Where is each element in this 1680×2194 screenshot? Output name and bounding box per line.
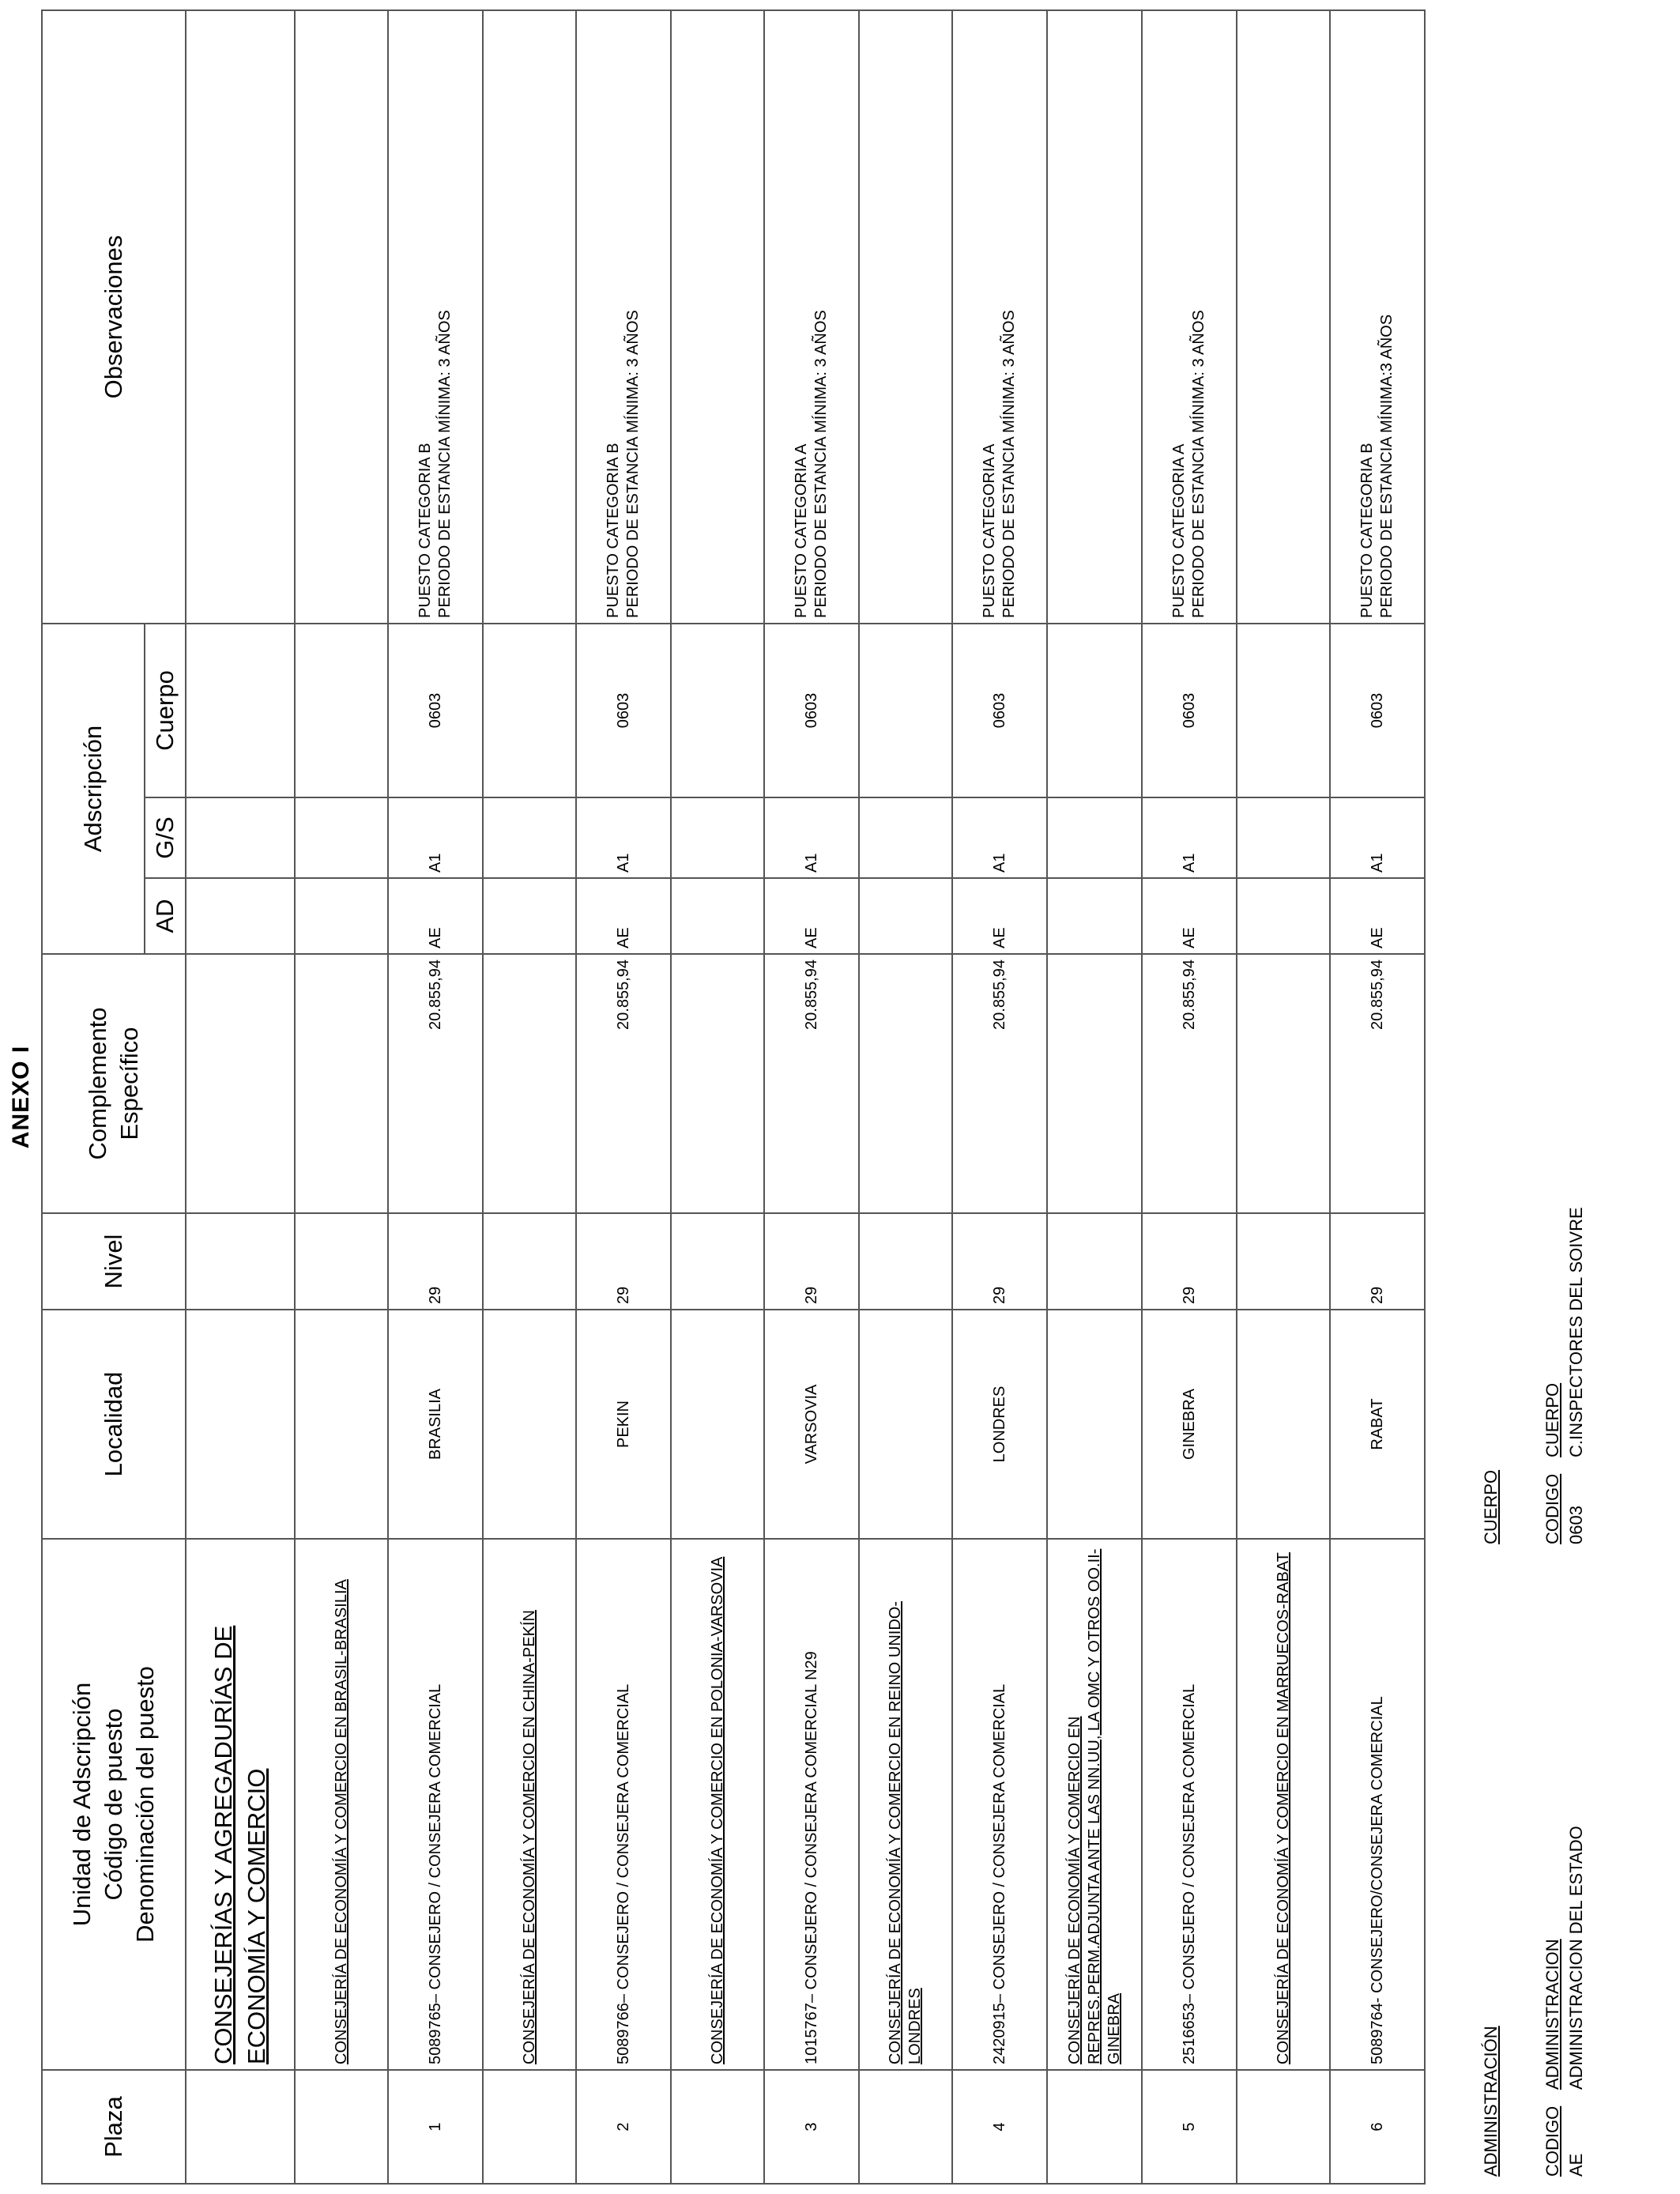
unit-row (859, 10, 952, 2184)
nivel: 29 (1330, 1213, 1425, 1310)
plaza-number: 3 (764, 2070, 859, 2184)
plaza-number: 2 (576, 2070, 671, 2184)
header-observaciones: Observaciones (42, 10, 186, 624)
post-name: 5089765– CONSEJERO / CONSEJERA COMERCIAL (388, 1539, 483, 2070)
ad: AE (576, 878, 671, 954)
localidad: BRASILIA (388, 1310, 483, 1539)
obs-periodo: PERIODO DE ESTANCIA MÍNIMA:3 AÑOS (1378, 314, 1396, 618)
obs-periodo: PERIODO DE ESTANCIA MÍNIMA: 3 AÑOS (436, 310, 454, 618)
obs-categoria: PUESTO CATEGORIA B (416, 443, 434, 618)
group-title (186, 1539, 295, 2070)
legend-admin-name: ADMINISTRACION DEL ESTADO (1566, 1826, 1586, 2090)
group-title-line1: CONSEJERÍAS Y AGREGADURÍAS DE (209, 1625, 238, 2064)
observaciones (1330, 10, 1425, 624)
cuerpo-code: 0603 (1330, 624, 1425, 797)
complemento: 20.855,94 (388, 954, 483, 1213)
post-row (576, 10, 671, 2184)
unit-name: CONSEJERÍA DE ECONOMÍA Y COMERCIO EN POLONIA-VARSOVIA (671, 1539, 764, 2070)
header-unidad-line1: Unidad de Adscripción (67, 1682, 96, 1927)
complemento: 20.855,94 (1330, 954, 1425, 1213)
localidad: GINEBRA (1142, 1310, 1237, 1539)
obs-categoria: PUESTO CATEGORIA A (1170, 443, 1188, 618)
unit-name: CONSEJERÍA DE ECONOMÍA Y COMERCIO EN MARRUECOS-RABAT (1237, 1539, 1330, 2070)
post-name: 1015767– CONSEJERO / CONSEJERA COMERCIAL N29 (764, 1539, 859, 2070)
post-name: 2420915– CONSEJERO / CONSEJERA COMERCIAL (952, 1539, 1047, 2070)
legend-cuerpo-cuerpo-header: CUERPO (1543, 1382, 1562, 1457)
header-unidad-line2: Código de puesto (99, 1708, 127, 1901)
plaza-number: 6 (1330, 2070, 1425, 2184)
ad: AE (1142, 878, 1237, 954)
gs: A1 (764, 797, 859, 878)
header-complemento-line1: Complemento (83, 1007, 111, 1160)
obs-categoria: PUESTO CATEGORIA A (981, 443, 998, 618)
group-row (186, 10, 295, 2184)
header-ad: AD (145, 878, 186, 954)
unit-name: CONSEJERÍA DE ECONOMÍA Y COMERCIO EN BRASIL-BRASILIA (295, 1539, 388, 2070)
localidad: VARSOVIA (764, 1310, 859, 1539)
legend-admin-code: AE (1566, 2153, 1586, 2177)
post-row (764, 10, 859, 2184)
header-gs: G/S (145, 797, 186, 878)
obs-periodo: PERIODO DE ESTANCIA MÍNIMA: 3 AÑOS (1190, 310, 1207, 618)
legend-admin-codigo-header: CODIGO (1543, 2105, 1562, 2177)
gs: A1 (388, 797, 483, 878)
unit-name: CONSEJERÍA DE ECONOMÍA Y COMERCIO EN CHINA-PEKÍN (483, 1539, 576, 2070)
obs-categoria: PUESTO CATEGORIA B (605, 443, 622, 618)
ad: AE (388, 878, 483, 954)
posts-table (41, 9, 1426, 2185)
observaciones (576, 10, 671, 624)
legend-cuerpo (1470, 1070, 1659, 1544)
post-name: 5089766– CONSEJERO / CONSEJERA COMERCIAL (576, 1539, 671, 2070)
obs-periodo: PERIODO DE ESTANCIA MÍNIMA: 3 AÑOS (624, 310, 642, 618)
post-name: 2516653– CONSEJERO / CONSEJERA COMERCIAL (1142, 1539, 1237, 2070)
observaciones (1142, 10, 1237, 624)
legend-admin-admin-header: ADMINISTRACION (1543, 1939, 1562, 2090)
header-complemento-line2: Específico (115, 1027, 143, 1140)
unit-name: CONSEJERÍA DE ECONOMÍA Y COMERCIO EN REPRES.PERM.ADJUNTA ANTE LAS NN.UU, LA OMC Y OTROS OO.II-GINEBRA (1047, 1539, 1142, 2070)
legend-administracion (1470, 1702, 1659, 2177)
gs: A1 (1142, 797, 1237, 878)
post-row (388, 10, 483, 2184)
localidad: LONDRES (952, 1310, 1047, 1539)
gs: A1 (952, 797, 1047, 878)
post-row (1330, 10, 1425, 2184)
cuerpo-code: 0603 (388, 624, 483, 797)
legend-cuerpo-code: 0603 (1566, 1506, 1586, 1544)
localidad: PEKIN (576, 1310, 671, 1539)
page-title: ANEXO I (8, 1045, 34, 1149)
cuerpo-code: 0603 (1142, 624, 1237, 797)
gs: A1 (576, 797, 671, 878)
unit-row (483, 10, 576, 2184)
observaciones (388, 10, 483, 624)
gs: A1 (1330, 797, 1425, 878)
unit-row (295, 10, 388, 2184)
plaza-number: 5 (1142, 2070, 1237, 2184)
complemento: 20.855,94 (764, 954, 859, 1213)
header-localidad: Localidad (42, 1310, 186, 1539)
header-unidad (42, 1539, 186, 2070)
obs-categoria: PUESTO CATEGORIA A (793, 443, 810, 618)
localidad: RABAT (1330, 1310, 1425, 1539)
unit-row (1047, 10, 1142, 2184)
ad: AE (1330, 878, 1425, 954)
header-complemento (42, 954, 186, 1213)
post-name: 5089764- CONSEJERO/CONSEJERA COMERCIAL (1330, 1539, 1425, 2070)
ad: AE (764, 878, 859, 954)
legend-cuerpo-title: CUERPO (1481, 1469, 1501, 1544)
unit-name: CONSEJERÍA DE ECONOMÍA Y COMERCIO EN REINO UNIDO-LONDRES (859, 1539, 952, 2070)
plaza-number: 1 (388, 2070, 483, 2184)
nivel: 29 (388, 1213, 483, 1310)
header-cuerpo: Cuerpo (145, 624, 186, 797)
legend-admin-title: ADMINISTRACIÓN (1481, 2026, 1501, 2177)
header-adscripcion: Adscripción (42, 624, 145, 954)
obs-periodo: PERIODO DE ESTANCIA MÍNIMA: 3 AÑOS (812, 310, 830, 618)
cuerpo-code: 0603 (764, 624, 859, 797)
header-nivel: Nivel (42, 1213, 186, 1310)
nivel: 29 (1142, 1213, 1237, 1310)
nivel: 29 (576, 1213, 671, 1310)
unit-row (671, 10, 764, 2184)
group-title-line2: ECONOMÍA Y COMERCIO (243, 1768, 270, 2064)
cuerpo-code: 0603 (576, 624, 671, 797)
nivel: 29 (952, 1213, 1047, 1310)
header-unidad-line3: Denominación del puesto (131, 1666, 160, 1943)
observaciones (952, 10, 1047, 624)
legend-cuerpo-name: C.INSPECTORES DEL SOIVRE (1566, 1207, 1586, 1457)
complemento: 20.855,94 (1142, 954, 1237, 1213)
complemento: 20.855,94 (576, 954, 671, 1213)
ad: AE (952, 878, 1047, 954)
cuerpo-code: 0603 (952, 624, 1047, 797)
obs-periodo: PERIODO DE ESTANCIA MÍNIMA: 3 AÑOS (1000, 310, 1018, 618)
nivel: 29 (764, 1213, 859, 1310)
plaza-number: 4 (952, 2070, 1047, 2184)
group-plaza-cell (186, 2070, 295, 2184)
legend-cuerpo-codigo-header: CODIGO (1543, 1473, 1562, 1544)
unit-row (1237, 10, 1330, 2184)
legend (1470, 1070, 1659, 2177)
obs-categoria: PUESTO CATEGORIA B (1358, 443, 1376, 618)
header-plaza: Plaza (42, 2070, 186, 2184)
complemento: 20.855,94 (952, 954, 1047, 1213)
post-row (952, 10, 1047, 2184)
post-row (1142, 10, 1237, 2184)
observaciones (764, 10, 859, 624)
